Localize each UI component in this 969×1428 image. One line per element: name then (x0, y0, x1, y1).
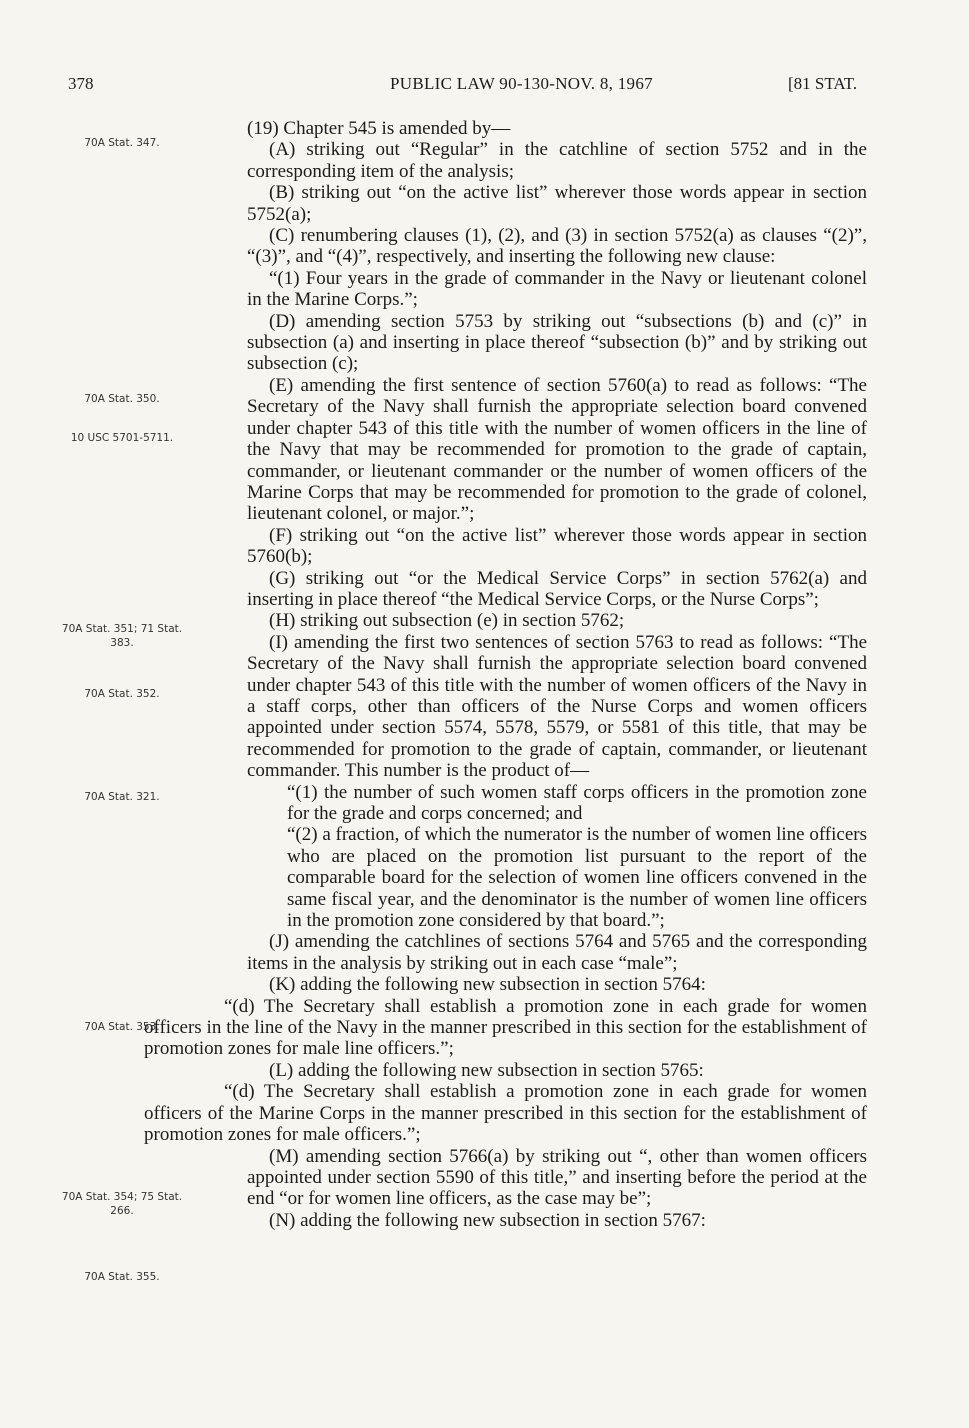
quoted-subsection-5765d: “(d) The Secretary shall establish a promotion zone in each grade for women officers of the Marine Corps in the manner prescribed in this section for the establishment of promotion zones for male officers.”; (144, 1081, 867, 1146)
clause-e: (E) amending the first sentence of section 5760(a) to read as follows: “The Secretary of the Navy shall furnish the appropriate selection board convened under chapter 543 of this title with the number of women officers in the line of the Navy that may be recommended for promotion to the grade of captain, commander, or lieutenant commander or the number of women officers of the Marine Corps that may be recommended for promotion to the grade of colonel, lieutenant colonel, or major.”; (247, 374, 867, 525)
margin-note: 70A Stat. 347. (84, 137, 160, 149)
clause-n: (N) adding the following new subsection in section 5767: (269, 1209, 706, 1231)
margin-note: 10 USC 5701-5711. (70, 432, 174, 444)
statute-volume: [81 STAT. (788, 74, 858, 93)
quoted-subsection-5764d: “(d) The Secretary shall establish a promotion zone in each grade for women officers in the line of the Navy in the manner prescribed in this section for the establishment of promotion zones for male line officers.”; (144, 995, 867, 1060)
margin-note: 70A Stat. 355. (84, 1271, 160, 1283)
margin-note: 70A Stat. 351; 71 Stat. 383. (61, 623, 183, 649)
page-number: 378 (68, 74, 94, 93)
clause-l: (L) adding the following new subsection in section 5765: (269, 1059, 704, 1081)
margin-note: 70A Stat. 352. (84, 688, 160, 700)
clause-m: (M) amending section 5766(a) by striking out “, other than women officers appointed under section 5590 of this title,” and inserting before the period at the end “or for women line officers, as the case may be”; (247, 1145, 867, 1210)
page-header (0, 74, 969, 104)
clause-d: (D) amending section 5753 by striking out “subsections (b) and (c)” in subsection (a) and inserting in place thereof “subsection (b)” and by striking out subsection (c); (247, 310, 867, 375)
clause-g: (G) striking out “or the Medical Service Corps” in section 5762(a) and inserting in place thereof “the Medical Service Corps, or the Nurse Corps”; (247, 567, 867, 610)
margin-note: 70A Stat. 350. (84, 393, 160, 405)
clause-f: (F) striking out “on the active list” wherever those words appear in section 5760(b); (247, 524, 867, 568)
clause-b: (B) striking out “on the active list” wherever those words appear in section 5752(a); (247, 182, 867, 225)
clause-j: (J) amending the catchlines of sections 5764 and 5765 and the corresponding items in the analysis by striking out in each case “male”; (247, 931, 867, 974)
clause-k: (K) adding the following new subsection in section 5764: (269, 974, 706, 996)
clause-a: (A) striking out “Regular” in the catchline of section 5752 and in the corresponding item of the analysis; (247, 139, 867, 182)
running-title: PUBLIC LAW 90-130-NOV. 8, 1967 (390, 74, 653, 93)
statute-text (144, 118, 868, 1231)
clause-c: (C) renumbering clauses (1), (2), and (3) in section 5752(a) as clauses “(2)”, “(3)”, and “(4)”, respectively, and inserting the following new clause: (247, 225, 867, 268)
quoted-item-1: “(1) the number of such women staff corps officers in the promotion zone for the grade and corps concerned; and (287, 781, 867, 824)
margin-note: 70A Stat. 353. (84, 1021, 160, 1033)
clause-i: (I) amending the first two sentences of section 5763 to read as follows: “The Secretary of the Navy shall furnish the appropriate selection board convened under chapter 543 of this title with the number of women officers of the Navy in a staff corps, other than officers of the Nurse Corps and women officers appointed under section 5574, 5578, 5579, or 5581 of this title, that may be recommended for promotion to the grade of captain, commander, or lieutenant commander. This number is the product of— (247, 631, 867, 782)
margin-note: 70A Stat. 321. (84, 791, 160, 803)
margin-note: 70A Stat. 354; 75 Stat. 266. (61, 1191, 183, 1217)
quoted-item-2: “(2) a fraction, of which the numerator is the number of women line officers who are placed on the promotion list pursuant to the report of the comparable board for the selection of women line officers convened in the same fiscal year, and the denominator is the number of women line officers in the promotion zone considered by that board.”; (287, 824, 868, 932)
clause-h: (H) striking out subsection (e) in section 5762; (269, 610, 625, 632)
paragraph-19: (19) Chapter 545 is amended by— (247, 118, 511, 139)
quoted-clause-1: “(1) Four years in the grade of commander in the Navy or lieutenant colonel in the Marine Corps.”; (247, 267, 867, 311)
